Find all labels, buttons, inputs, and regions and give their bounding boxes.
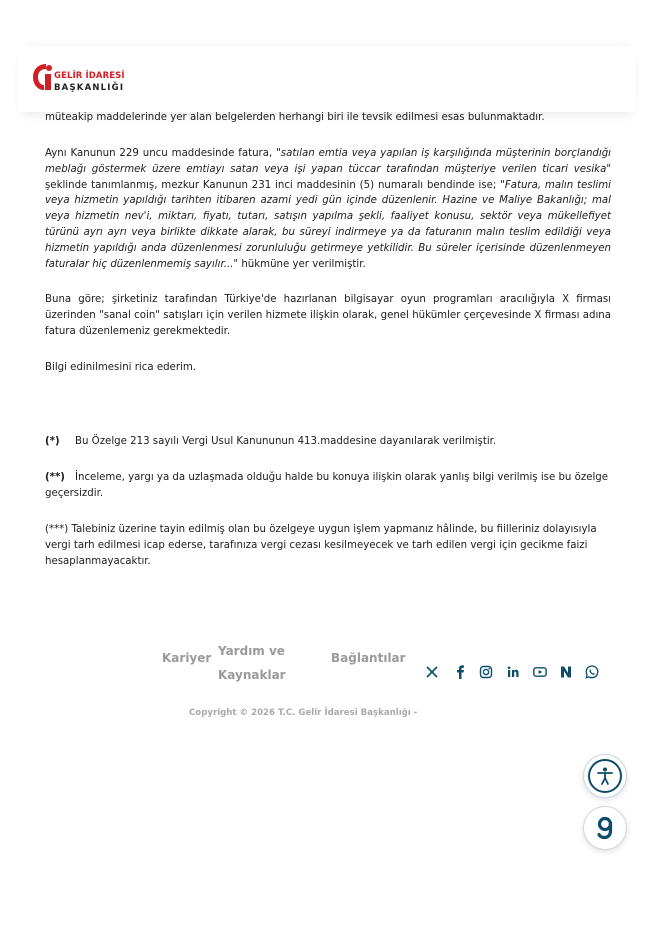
paragraph-fatura-definition (45, 146, 611, 272)
accessibility-button[interactable] (583, 754, 627, 798)
paragraph-conclusion: Buna göre; şirketiniz tarafından Türkiye'de hazırlanan bilgisayar oyun programları aracılığıyla X firması üzerinden "sanal coin" satışları için verilen hizmete ilişkin olarak, genel hükümler çerçevesinde X firması adına fatura düzenlemeniz gerekmektedir. (45, 294, 611, 337)
gib-assistant-button[interactable] (583, 806, 627, 850)
logo-text-line1: GELİR İDARESİ (54, 71, 125, 81)
note-text: Bu Özelge 213 sayılı Vergi Usul Kanununun 413.maddesine dayanılarak verilmiştir. (75, 436, 497, 447)
logo-text-line2: BAŞKANLIĞI (54, 83, 125, 93)
linkedin-icon[interactable] (505, 664, 521, 680)
site-header (18, 46, 636, 112)
note-mark: (*) (45, 436, 60, 447)
youtube-icon[interactable] (532, 664, 548, 680)
p1-text-c: şeklinde tanımlanmış, mezkur Kanunun 231 inci maddesinin (5) numaralı bendinde ise; (45, 179, 501, 191)
gib-assistant-icon (588, 811, 622, 845)
note-mark: (***) (45, 524, 69, 535)
note-text: İnceleme, yargı ya da uzlaşmada olduğu halde bu konuya ilişkin olarak yanlış bilgi verilmiş ise bu özelge geçersizdir. (45, 472, 609, 499)
p1-quote-b: "Fatura, malın teslimi veya hizmetin yapıldığı tarihten itibaren azami yedi gün içinde düzenlenir. Hazine ve Maliye Bakanlığı; mal veya hizmetin nev'i, miktarı, fiyatı, tutarı, satışın yapılma şekli, faaliyet konusu, sektör veya mükellefiyet türünü ayrı ayrı veya birlikte dikkate alarak, bu süreyi indirmeye ya da faturanın malın teslim edildiği veya hizmetin yapıldığı anda düzenlenmesi zorunluluğu getirmeye yetkilidir. Bu süreler içerisinde düzenlenmeyen faturalar hiç düzenlenmemiş sayılır..." (45, 179, 612, 270)
note-1 (45, 434, 611, 450)
instagram-icon[interactable] (478, 664, 494, 680)
p1-text-a: Aynı Kanunun 229 uncu maddesinde fatura, (45, 148, 277, 159)
x-icon[interactable] (424, 664, 440, 680)
footer-link-yardim-line2: Kaynaklar (218, 668, 286, 682)
footer-link-baglantilar[interactable]: Bağlantılar (331, 651, 406, 665)
gib-logo-mark-icon (32, 62, 54, 92)
accessibility-icon (588, 759, 622, 793)
footer-link-kariyer[interactable]: Kariyer (162, 651, 212, 665)
facebook-icon[interactable] (452, 664, 468, 680)
paragraph-intro: müteakip maddelerinde yer alan belgelerden herhangi biri ile tevsik edilmesi esas bulunmaktadır. (45, 112, 545, 123)
p1-text-e: hükmüne yer verilmiştir. (238, 258, 366, 270)
gib-logo[interactable] (32, 60, 136, 96)
paragraph-closing: Bilgi edinilmesini rica ederim. (45, 362, 197, 373)
note-mark: (**) (45, 472, 65, 483)
footer-link-yardim-line1: Yardım ve (218, 644, 285, 658)
p1-quote-a: "satılan emtia veya yapılan iş karşılığında müşterinin borçlandığı meblağı göstermek üzere emtiayı satan veya işi yapan tüccar tarafından müşteriye verilen ticari vesika" (45, 148, 611, 175)
footer-links (0, 636, 654, 686)
whatsapp-icon[interactable] (584, 664, 600, 680)
nsosyal-icon[interactable] (558, 664, 574, 680)
note-text: Talebiniz üzerine tayin edilmiş olan bu özelgeye uygun işlem yapmanız hâlinde, bu fiilleriniz dolayısıyla vergi tarh edilmesi icap ederse, tarafınıza vergi cezası kesilmeyecek ve tarh edilen vergi için gecikme faizi hesaplanmayacaktır. (45, 524, 597, 567)
footer-link-yardim-kaynaklar[interactable] (218, 639, 298, 687)
note-3 (45, 522, 611, 569)
note-2 (45, 470, 611, 502)
copyright-text: Copyright © 2026 T.C. Gelir İdaresi Başkanlığı - (189, 708, 418, 718)
